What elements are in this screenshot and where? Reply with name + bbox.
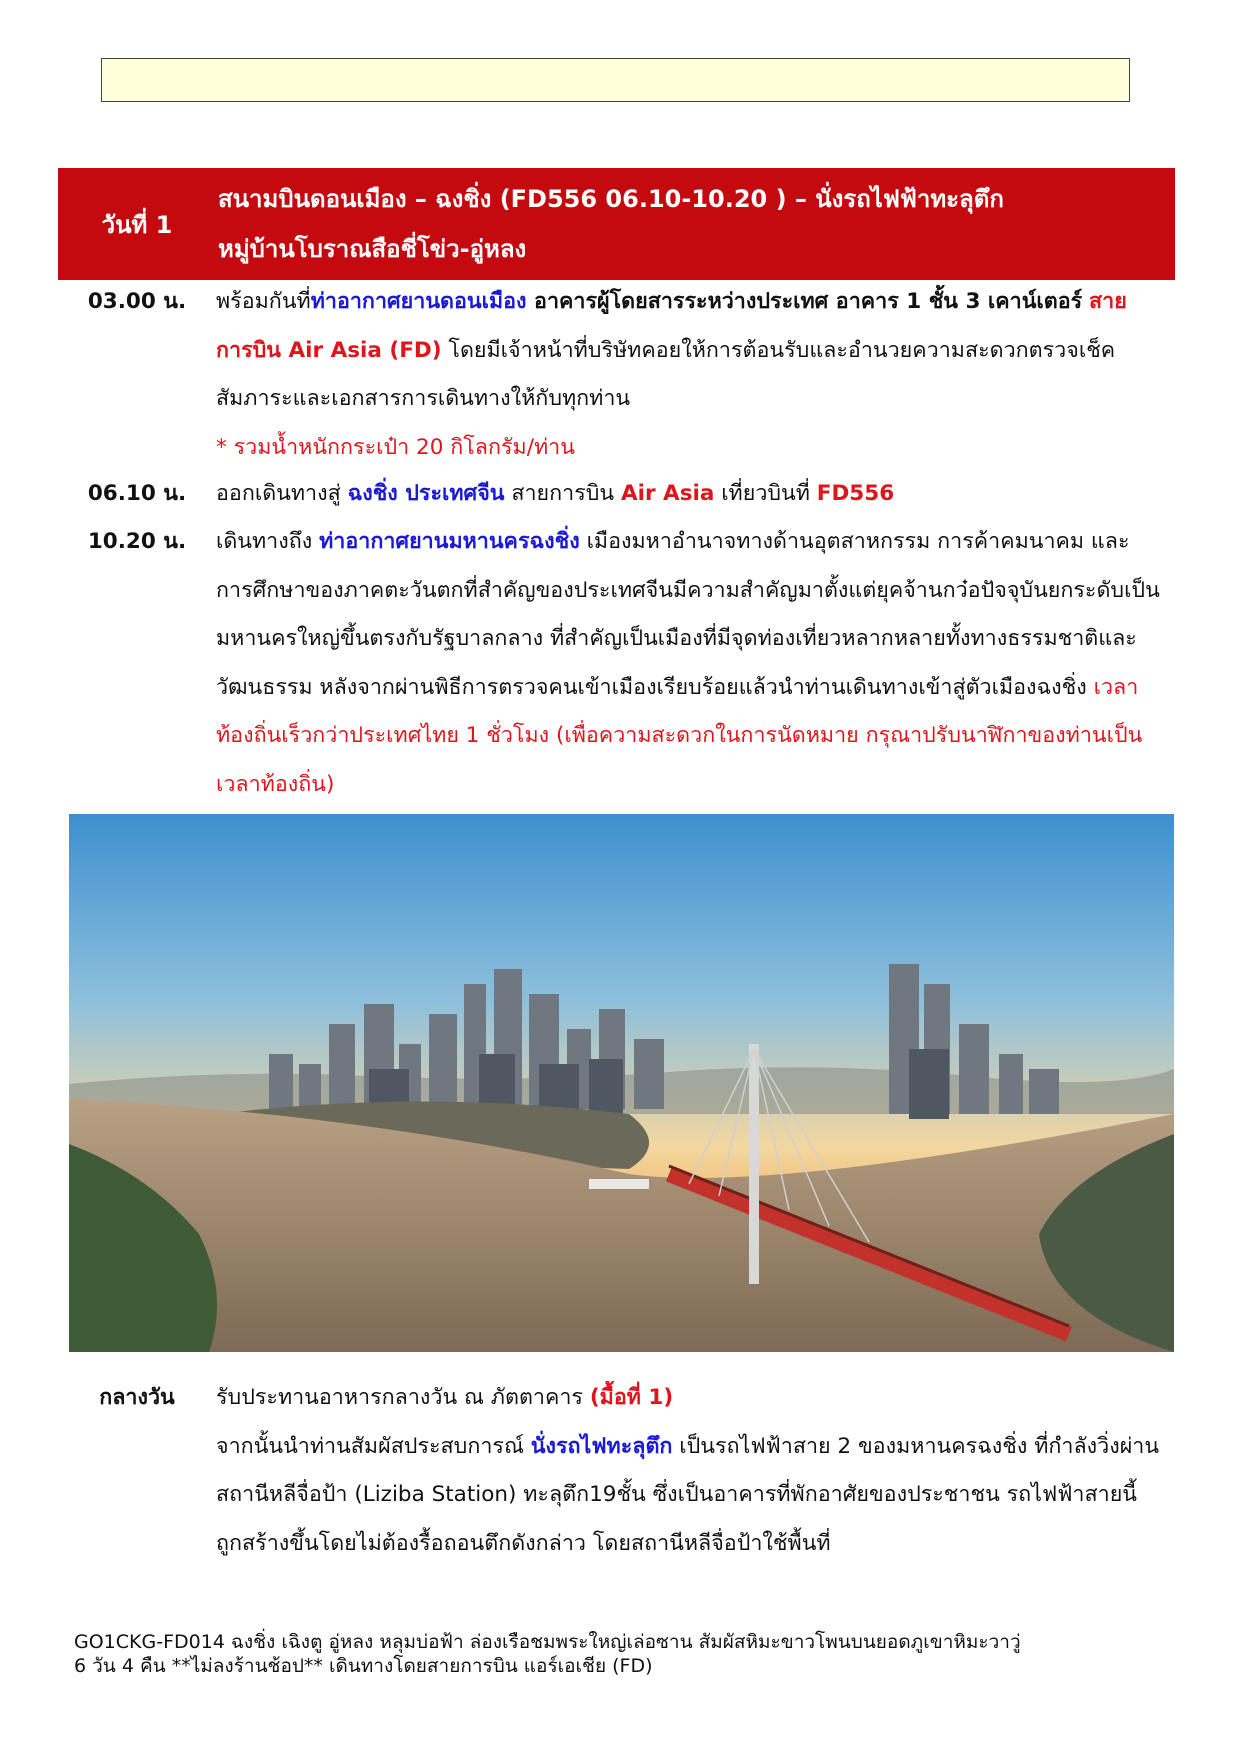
row-time: 10.20 น. bbox=[87, 529, 187, 554]
day-label: วันที่ 1 bbox=[101, 210, 173, 239]
row-body bbox=[216, 1374, 1175, 1568]
row-body bbox=[216, 278, 1175, 472]
day-title-line2: หมู่บ้านโบราณสือชี่โข่ว-อู่หลง bbox=[218, 235, 527, 263]
footer-line2: 6 วัน 4 คืน **ไม่ลงร้านช้อป** เดินทางโดยสายการบิน แอร์เอเชีย (FD) bbox=[74, 1655, 653, 1677]
row-body bbox=[216, 518, 1175, 809]
airport-name: ท่าอากาศยานมหานครฉงชิ่ง bbox=[319, 529, 580, 554]
day-title bbox=[216, 174, 1175, 274]
footer bbox=[74, 1630, 1174, 1678]
destination-name: ฉงชิ่ง ประเทศจีน bbox=[347, 481, 505, 506]
activity-name: นั่งรถไฟทะลุตึก bbox=[530, 1433, 673, 1459]
airline-name: Air Asia bbox=[620, 481, 715, 506]
day-header bbox=[58, 168, 1175, 280]
row-text: สายการบิน bbox=[504, 481, 621, 506]
itinerary-row-0300 bbox=[58, 278, 1175, 472]
header-highlight-box bbox=[101, 58, 1130, 102]
row-text: ออกเดินทางสู่ bbox=[216, 481, 348, 506]
flight-number: FD556 bbox=[816, 481, 895, 506]
row-text: รับประทานอาหารกลางวัน ณ ภัตตาคาร bbox=[216, 1385, 590, 1410]
itinerary-row-lunch bbox=[58, 1374, 1175, 1568]
baggage-note: * รวมน้ำหนักกระเป๋า 20 กิโลกรัม/ท่าน bbox=[216, 434, 575, 460]
airline-name: สายการบิน Air Asia (FD) bbox=[216, 289, 1127, 363]
itinerary-row-0610 bbox=[58, 470, 1175, 519]
row-time: กลางวัน bbox=[99, 1385, 175, 1410]
row-body bbox=[216, 470, 1175, 519]
day-title-line1: สนามบินดอนเมือง – ฉงชิ่ง (FD556 06.10-10.20 ) – นั่งรถไฟฟ้าทะลุตึก bbox=[218, 185, 1004, 213]
row-text: จากนั้นนำท่านสัมผัสประสบการณ์ bbox=[216, 1433, 531, 1459]
footer-line1: GO1CKG-FD014 ฉงชิ่ง เฉิงตู อู่หลง หลุมบ่อฟ้า ล่องเรือชมพระใหญ่เล่อซาน สัมผัสหิมะขาวโพนบนยอดภูเขาหิมะวาวู่ bbox=[74, 1631, 1021, 1653]
row-text: พร้อมกันที่ bbox=[216, 289, 311, 314]
terminal-info: อาคารผู้โดยสารระหว่างประเทศ อาคาร 1 ชั้น 3 เคาน์เตอร์ bbox=[526, 289, 1083, 314]
chongqing-skyline-photo bbox=[69, 814, 1174, 1352]
row-text: โดยมีเจ้าหน้าที่บริษัทคอยให้การต้อนรับและอำนวยความสะดวกตรวจเช็คสัมภาระและเอกสารการเดินทางให้กับทุกท่าน bbox=[216, 337, 1116, 411]
row-time: 06.10 น. bbox=[87, 481, 187, 506]
row-paragraph bbox=[216, 1423, 1163, 1569]
row-text: เป็นรถไฟฟ้าสาย 2 ของมหานครฉงชิ่ง ที่กำลังวิ่งผ่านสถานีหลีจื่อป้า (Liziba Station) ทะลุตึก19ชั้น ซึ่งเป็นอาคารที่พักอาศัยของประชาชน รถไฟฟ้าสายนี้ถูกสร้างขึ้นโดยไม่ต้องรื้อถอนตึกดังกล่าว โดยสถานีหลีจื่อป้าใช้พื้นที่ bbox=[216, 1433, 1160, 1556]
airport-name: ท่าอากาศยานดอนเมือง bbox=[310, 289, 527, 314]
row-text: เมืองมหาอำนาจทางด้านอุตสาหกรรม การค้าคมนาคม และการศึกษาของภาคตะวันตกที่สำคัญของประเทศจีนมีความสำคัญมาตั้งแต่ยุคจ้านกว๋อปัจจุบันยกระดับเป็นมหานครใหญ่ขึ้นตรงกับรัฐบาลกลาง ที่สำคัญเป็นเมืองที่มีจุดท่องเที่ยวหลากหลายทั้งทางธรรมชาติและวัฒนธรรม หลังจากผ่านพิธีการตรวจคนเข้าเมืองเรียบร้อยแล้วนำท่านเดินทางเข้าสู่ตัวเมืองฉงชิ่ง bbox=[216, 529, 1160, 700]
timezone-note: เวลาท้องถิ่นเร็วกว่าประเทศไทย 1 ชั่วโมง (เพื่อความสะดวกในการนัดหมาย กรุณาปรับนาฬิกาของท่านเป็นเวลาท้องถิ่น) bbox=[216, 674, 1143, 797]
row-text: เดินทางถึง bbox=[216, 529, 320, 554]
meal-number: (มื้อที่ 1) bbox=[589, 1385, 674, 1410]
row-text: เที่ยวบินที่ bbox=[714, 481, 817, 506]
itinerary-row-1020 bbox=[58, 518, 1175, 809]
row-time: 03.00 น. bbox=[87, 289, 187, 314]
